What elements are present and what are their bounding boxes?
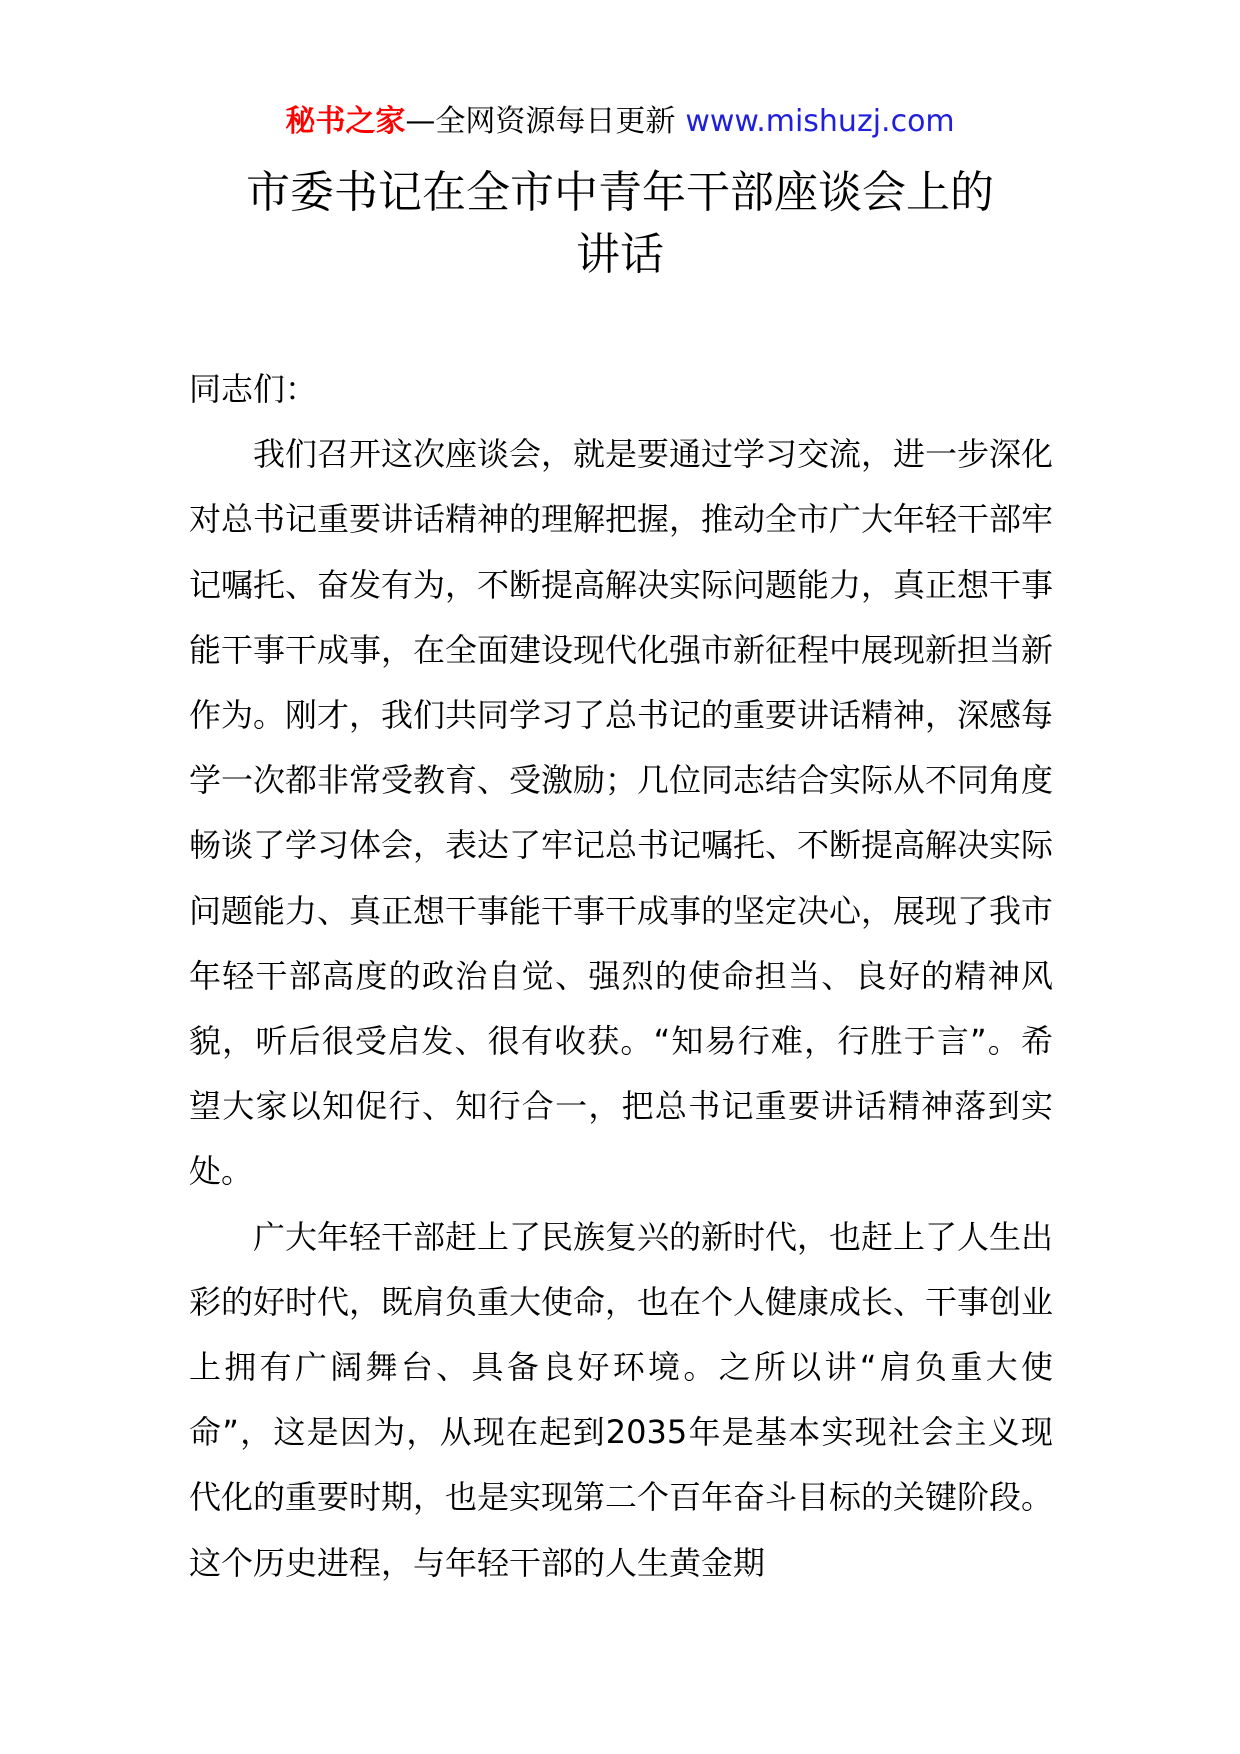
document-title [0,162,1240,286]
header-url-link[interactable]: www.mishuzj.com [685,104,955,139]
watermark-header [0,100,1240,144]
document-body [189,357,1053,1596]
paragraph-1: 我们召开这次座谈会，就是要通过学习交流，进一步深化对总书记重要讲话精神的理解把握，推动全市广大年轻干部牢记嘱托、奋发有为，不断提高解决实际问题能力，真正想干事能干事干成事，在全面建设现代化强市新征程中展现新担当新作为。刚才，我们共同学习了总书记的重要讲话精神，深感每学一次都非常受教育、受激励；几位同志结合实际从不同角度畅谈了学习体会，表达了牢记总书记嘱托、不断提高解决实际问题能力、真正想干事能干事干成事的坚定决心，展现了我市年轻干部高度的政治自觉、强烈的使命担当、良好的精神风貌，听后很受启发、很有收获。“知易行难，行胜于言”。希望大家以知促行、知行合一，把总书记重要讲话精神落到实处。 [189,435,1054,1191]
salutation: 同志们： [189,370,318,408]
header-tagline: —全网资源每日更新 [405,104,676,139]
document-title-line-1: 市委书记在全市中青年干部座谈会上的 [246,167,994,218]
document-title-line-2: 讲话 [576,229,664,280]
paragraph-2: 广大年轻干部赶上了民族复兴的新时代，也赶上了人生出彩的好时代，既肩负重大使命，也在个人健康成长、干事创业上拥有广阔舞台、具备良好环境。之所以讲“肩负重大使命”，这是因为，从现在起到2035年是基本实现社会主义现代化的重要时期，也是实现第二个百年奋斗目标的关键阶段。这个历史进程，与年轻干部的人生黄金期 [189,1217,1054,1582]
brand-name: 秘书之家 [285,104,406,139]
